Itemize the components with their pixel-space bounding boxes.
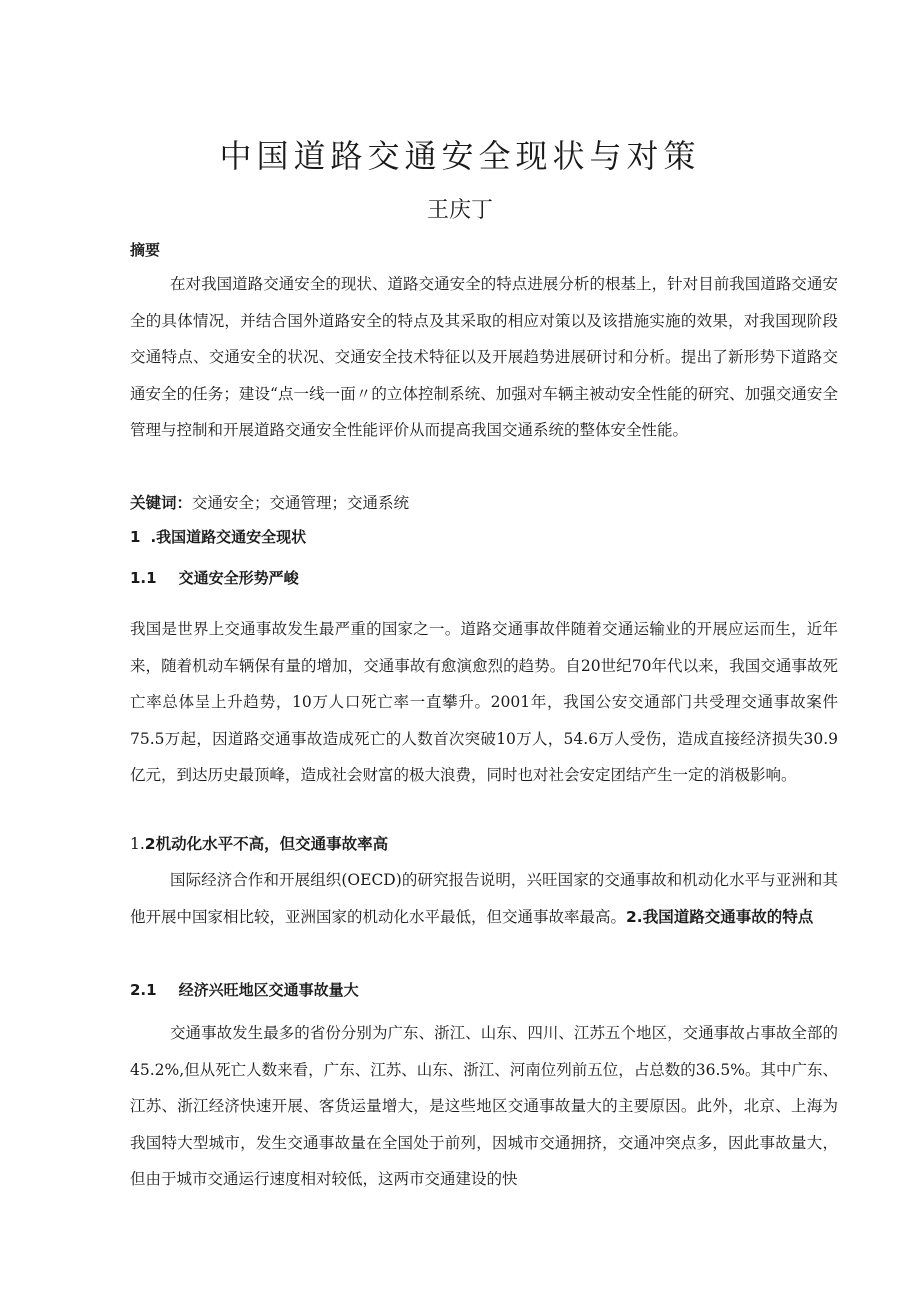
section-2-1-title: 经济兴旺地区交通事故量大 xyxy=(178,981,359,999)
section-2-1-heading xyxy=(130,972,838,1009)
section-1-1-paragraph: 我国是世界上交通事故发生最严重的国家之一。道路交通事故伴随着交通运输业的开展应运而生，近年来，随着机动车辆保有量的增加，交通事故有愈演愈烈的趋势。自20世纪70年代以来，我国交通事故死亡率总体呈上升趋势，10万人口死亡率一直攀升。2001年，我国公安交通部门共受理交通事故案件75.5万起，因道路交通事故造成死亡的人数首次突破10万人，54.6万人受伤，造成直接经济损失30.9亿元，到达历史最顶峰，造成社会财富的极大浪费，同时也对社会安定团结产生一定的消极影响。 xyxy=(130,620,838,784)
page-title: 中国道路交通安全现状与对策 xyxy=(219,137,701,175)
section-1-1-title: 交通安全形势严峻 xyxy=(178,569,299,587)
section-1-2-number: 1. xyxy=(130,835,145,853)
author-name: 王庆丁 xyxy=(426,198,493,223)
section-1-title: .我国道路交通安全现状 xyxy=(150,528,307,546)
section-2-1-number: 2.1 xyxy=(130,981,157,999)
section-2-heading: 2.我国道路交通事故的特点 xyxy=(626,907,814,926)
section-1-heading xyxy=(130,519,838,556)
section-1-2-paragraph xyxy=(130,862,838,935)
keywords-label: 关键词： xyxy=(130,494,193,512)
section-1-2-title: 2机动化水平不高，但交通事故率高 xyxy=(144,835,389,853)
section-1-2-text: 国际经济合作和开展组织(OECD)的研究报告说明，兴旺国家的交通事故和机动化水平与亚洲和其他开展中国家相比较，亚洲国家的机动化水平最低，但交通事故率最高。 xyxy=(130,871,838,926)
section-1-1-number: 1.1 xyxy=(130,569,157,587)
section-1-number: 1 xyxy=(130,528,141,546)
abstract-paragraph: 在对我国道路交通安全的现状、道路交通安全的特点进展分析的根基上，针对目前我国道路交通安全的具体情况，并结合国外道路安全的特点及其采取的相应对策以及该措施实施的效果，对我国现阶段交通特点、交通安全的状况、交通安全技术特征以及开展趋势进展研讨和分析。提出了新形势下道路交通安全的任务；建设“点一线一面〃的立体控制系统、加强对车辆主被动安全性能的研究、加强交通安全管理与控制和开展道路交通安全性能评价从而提高我国交通系统的整体安全性能。 xyxy=(130,275,838,439)
section-2-1-paragraph: 交通事故发生最多的省份分别为广东、浙江、山东、四川、江苏五个地区，交通事故占事故全部的45.2%,但从死亡人数来看，广东、江苏、山东、浙江、河南位列前五位，占总数的36.5%。其中广东、江苏、浙江经济快速开展、客货运量增大，是这些地区交通事故量大的主要原因。此外，北京、上海为我国特大型城市，发生交通事故量在全国处于前列，因城市交通拥挤，交通冲突点多，因此事故量大，但由于城市交通运行速度相对较低，这两市交通建设的快 xyxy=(130,1024,838,1188)
abstract-heading: 摘要 xyxy=(130,241,161,259)
section-1-2-heading xyxy=(130,826,838,863)
keywords-line xyxy=(130,485,838,522)
section-1-1-heading xyxy=(130,560,838,597)
keywords-text: 交通安全；交通管理；交通系统 xyxy=(192,494,410,512)
